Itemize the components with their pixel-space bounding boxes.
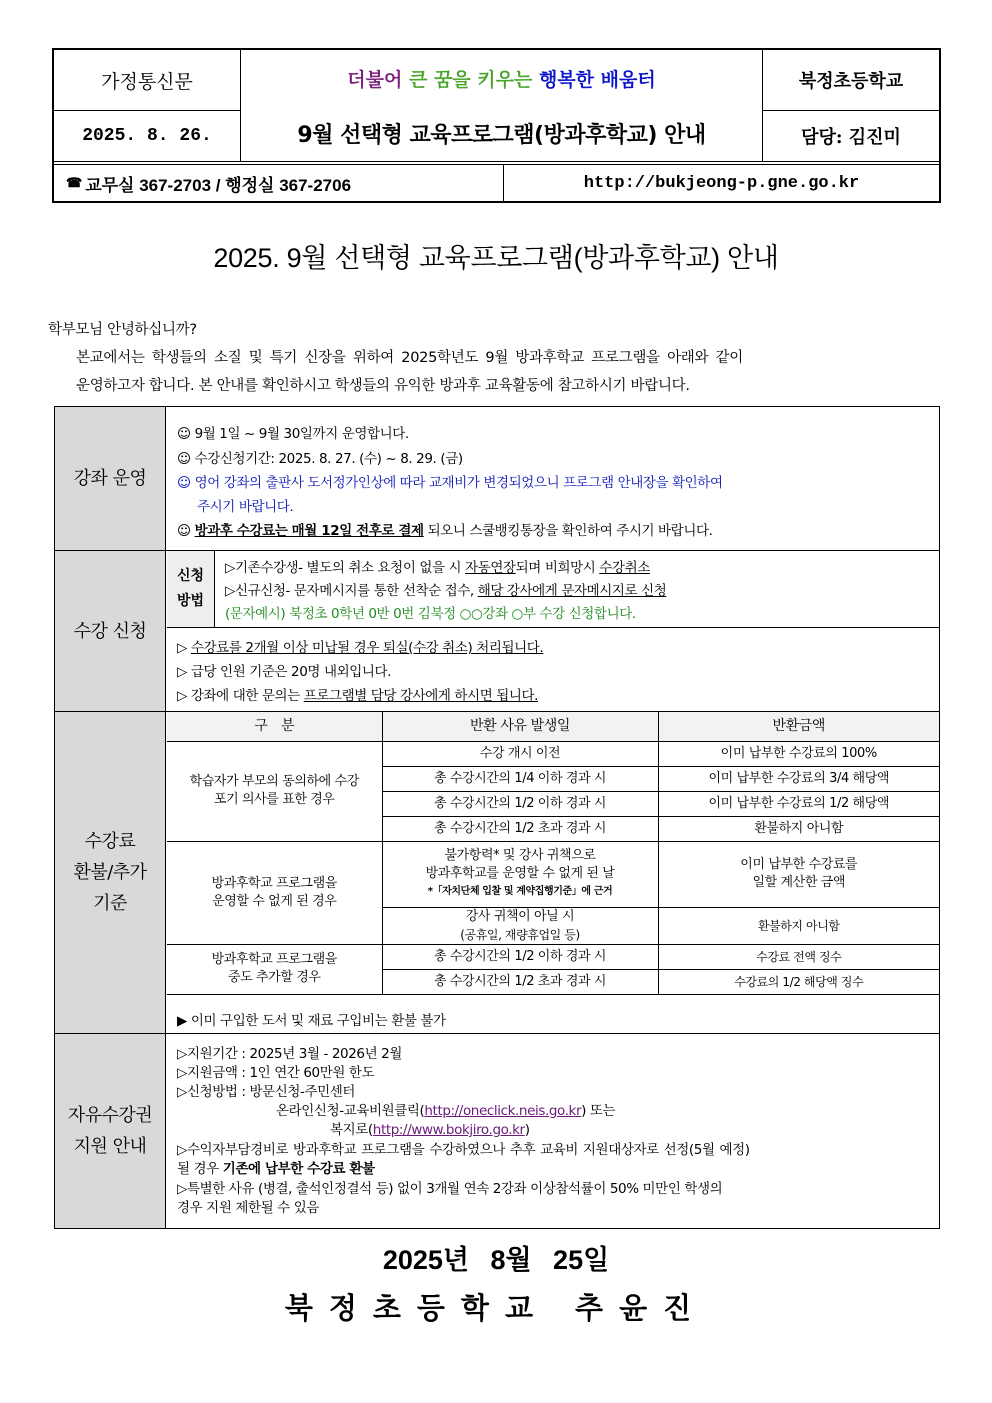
- header-category: 구 분: [167, 712, 382, 741]
- application-method-box: [167, 551, 939, 628]
- header-title: 9월 선택형 교육프로그램(방과후학교) 안내: [241, 106, 763, 162]
- payment-notice: ☺ 방과후 수강료는 매월 12일 전후로 결제 되오니 스쿨뱅킹통장을 확인하여 주시기 바랍니다.: [177, 523, 713, 539]
- refund-condition-cont: 될 경우 기존에 납부한 수강료 환불: [177, 1161, 375, 1177]
- document-title: 2025. 9월 선택형 교육프로그램(방과후학교) 안내: [213, 243, 779, 273]
- newsletter-label: 가정통신문: [54, 50, 241, 111]
- section-label: 강좌 운영: [55, 407, 166, 550]
- operation-period: ☺ 9월 1일 ~ 9월 30일까지 운영합니다.: [177, 426, 409, 442]
- table-row: 총 수강시간의 1/4 이하 경과 시 이미 납부한 수강료의 3/4 해당액: [167, 766, 939, 791]
- intro-line-1: 본교에서는 학생들의 소질 및 특기 신장을 위하여 2025학년도 9월 방과후학교 프로그램을 아래와 같이: [76, 350, 743, 366]
- slogan-part-2: 큰 꿈을 키우는: [408, 68, 539, 91]
- registration-period: ☺ 수강신청기간: 2025. 8. 27. (수) ~ 8. 29. (금): [177, 451, 463, 467]
- section-registration: [55, 551, 939, 712]
- support-limit-cont: 경우 지원 제한될 수 있음: [177, 1200, 319, 1216]
- section-label: 자유수강권 지원 안내: [55, 1034, 166, 1228]
- table-row: 방과후학교 프로그램을 운영할 수 없게 된 경우 불가항력* 및 강사 귀책으로 방과후학교를 운영할 수 없게 된 날 *「자치단체 입찰 및 계약집행기준」에 근거 이미 납부한 수강료를 일할 계산한 금액: [167, 841, 939, 907]
- section-voucher: [55, 1034, 939, 1228]
- category-program-added: 방과후학교 프로그램을 중도 추가할 경우: [167, 944, 382, 994]
- school-name: 북정초등학교: [763, 50, 939, 111]
- table-row: 학습자가 부모의 동의하에 수강 포기 의사를 표한 경우 수강 개시 이전 이미 납부한 수강료의 100%: [167, 741, 939, 766]
- table-row: 총 수강시간의 1/2 초과 경과 시 수강료의 1/2 해당액 징수: [167, 969, 939, 994]
- phone-text: 교무실 367-2703 / 행정실 367-2706: [85, 175, 352, 195]
- support-amount: ▷지원금액 : 1인 연간 60만원 한도: [177, 1065, 375, 1081]
- application-method-label: 신청 방법: [167, 551, 215, 627]
- inquiry-notice: ▷ 강좌에 대한 문의는 프로그램별 담당 강사에게 하시면 됩니다.: [177, 688, 539, 704]
- info-table: [54, 406, 940, 1229]
- contact-person: 담당: 김진미: [763, 111, 939, 162]
- class-size-notice: ▷ 급당 인원 기준은 20명 내외입니다.: [177, 664, 392, 680]
- oneclick-link[interactable]: http://oneclick.neis.go.kr: [424, 1103, 582, 1119]
- support-limit: ▷특별한 사유 (병결, 출석인정결석 등) 없이 3개월 연속 2강좌 이상참석률이 50% 미만인 학생의: [177, 1181, 723, 1197]
- school-slogan: [241, 50, 763, 106]
- footer-date: 2025년 8월 25일: [382, 1245, 610, 1275]
- new-students: ▷신규신청- 문자메시지를 통한 선착순 접수, 해당 강사에게 문자메시지로 신청: [225, 583, 667, 599]
- intro-line-2: 운영하고자 합니다. 본 안내를 확인하시고 학생들의 유익한 방과후 교육활동에 참고하시기 바랍니다.: [76, 378, 690, 394]
- legal-basis-note: *「자치단체 입찰 및 계약집행기준」에 근거: [427, 886, 613, 897]
- bokjiro-link[interactable]: http://www.bokjiro.go.kr: [372, 1122, 525, 1138]
- textbook-notice-cont: 주시기 바랍니다.: [197, 499, 294, 515]
- materials-no-refund-note: ▶ 이미 구입한 도서 및 재료 구입비는 환불 불가: [177, 1013, 446, 1029]
- table-row: 총 수강시간의 1/2 초과 경과 시 환불하지 아니함: [167, 816, 939, 841]
- header-reason-date: 반환 사유 발생일: [382, 712, 658, 741]
- bokjiro-application: 복지로(http://www.bokjiro.go.kr): [330, 1122, 530, 1138]
- online-application: 온라인신청-교육비원클릭(http://oneclick.neis.go.kr) 또는: [276, 1103, 616, 1119]
- table-row: 총 수강시간의 1/2 이하 경과 시 이미 납부한 수강료의 1/2 해당액: [167, 791, 939, 816]
- section-refund: [55, 712, 939, 1034]
- newsletter-header: [52, 48, 941, 203]
- section-operation: [55, 407, 939, 551]
- refund-table: [167, 712, 939, 995]
- table-header-row: [167, 712, 939, 741]
- school-website-link[interactable]: http://bukjeong-p.gne.go.kr: [583, 173, 860, 193]
- refund-condition: ▷수익자부담경비로 방과후학교 프로그램을 수강하였으나 추후 교육비 지원대상자로 선정(5월 예정): [177, 1142, 750, 1158]
- slogan-part-3: 행복한 배움터: [538, 68, 656, 91]
- message-example: (문자예시) 북정초 0학년 0반 0번 김북정 ○○강좌 ○부 수강 신청합니다.: [225, 606, 636, 622]
- support-period: ▷지원기간 : 2025년 3월 - 2026년 2월: [177, 1046, 402, 1062]
- unpaid-notice: ▷ 수강료를 2개월 이상 미납될 경우 퇴실(수강 취소) 처리됩니다.: [177, 640, 544, 656]
- header-refund-amount: 반환금액: [658, 712, 939, 741]
- footer-signature: 북정초등학교 추윤진: [284, 1291, 708, 1325]
- issue-date: 2025. 8. 26.: [54, 111, 241, 162]
- existing-students: ▷기존수강생- 별도의 취소 요청이 없을 시 자동연장되며 비희망시 수강취소: [225, 560, 650, 576]
- section-label: 수강료 환불/추가 기준: [55, 712, 166, 1033]
- table-row: 방과후학교 프로그램을 중도 추가할 경우 총 수강시간의 1/2 이하 경과 시 수강료 전액 징수: [167, 944, 939, 969]
- textbook-notice: ☺ 영어 강좌의 출판사 도서정가인상에 따라 교재비가 변경되었으니 프로그램 안내장을 확인하여: [177, 475, 723, 491]
- section-label: 수강 신청: [55, 551, 166, 711]
- phone-icon: ☎: [66, 175, 83, 190]
- table-row: 강사 귀책이 아닐 시 (공휴일, 재량휴업일 등) 환불하지 아니함: [167, 907, 939, 944]
- slogan-part-1: 더불어: [347, 68, 409, 91]
- phone-numbers: [54, 165, 504, 201]
- payment-date-emphasis: 방과후 수강료는 매월 12일 전후로 결제: [194, 523, 424, 539]
- category-program-cancelled: 방과후학교 프로그램을 운영할 수 없게 된 경우: [167, 841, 382, 944]
- greeting: 학부모님 안녕하십니까?: [48, 322, 197, 338]
- application-method: ▷신청방법 : 방문신청-주민센터: [177, 1084, 356, 1100]
- category-student-withdrawal: 학습자가 부모의 동의하에 수강 포기 의사를 표한 경우: [167, 741, 382, 841]
